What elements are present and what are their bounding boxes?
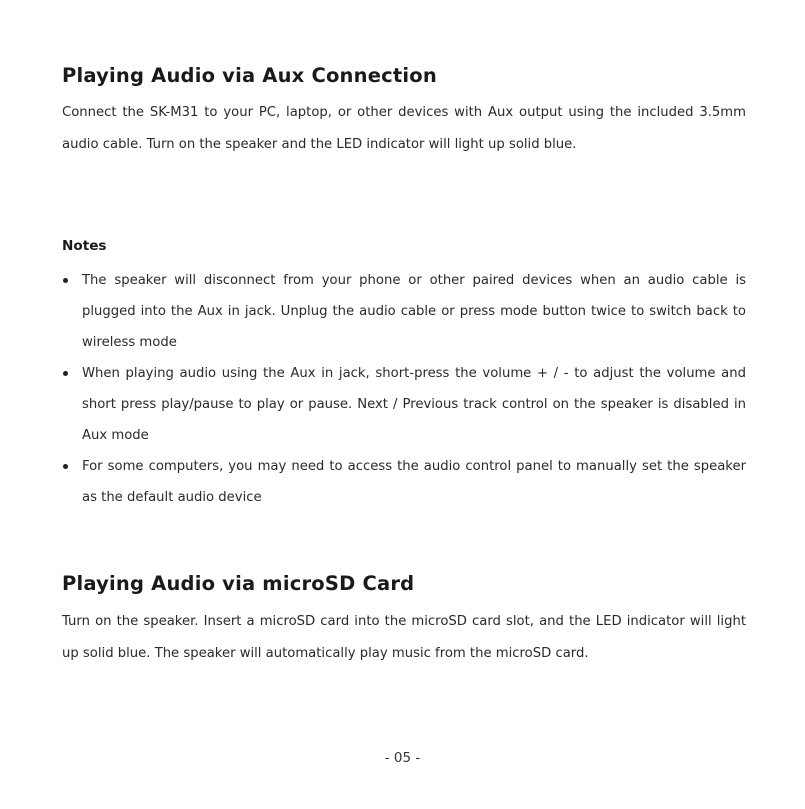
bullet-icon <box>63 278 68 283</box>
aux-section-heading: Playing Audio via Aux Connection <box>62 64 437 87</box>
microsd-section-heading: Playing Audio via microSD Card <box>62 572 415 595</box>
note-text: The speaker will disconnect from your phone or other paired devices when an audio cable is plugged into the Aux in jack. Unplug the audio cable or press mode button twice to switch back to wireless mode <box>82 273 746 350</box>
notes-title: Notes <box>62 238 107 254</box>
note-item <box>62 265 746 358</box>
note-text: For some computers, you may need to access the audio control panel to manually set the speaker as the default audio device <box>82 459 746 505</box>
note-item <box>62 358 746 451</box>
note-item <box>62 451 746 513</box>
bullet-icon <box>63 371 68 376</box>
aux-section-body: Connect the SK-M31 to your PC, laptop, or other devices with Aux output using the included 3.5mm audio cable. Turn on the speaker and the LED indicator will light up solid blue. <box>62 105 746 152</box>
page-number: - 05 - <box>384 750 421 766</box>
note-text: When playing audio using the Aux in jack, short-press the volume + / - to adjust the volume and short press play/pause to play or pause. Next / Previous track control on the speaker is disabled in Aux mode <box>82 366 746 443</box>
notes-list <box>62 265 746 513</box>
microsd-section-body: Turn on the speaker. Insert a microSD card into the microSD card slot, and the LED indicator will light up solid blue. The speaker will automatically play music from the microSD card. <box>62 614 746 661</box>
bullet-icon <box>63 464 68 469</box>
